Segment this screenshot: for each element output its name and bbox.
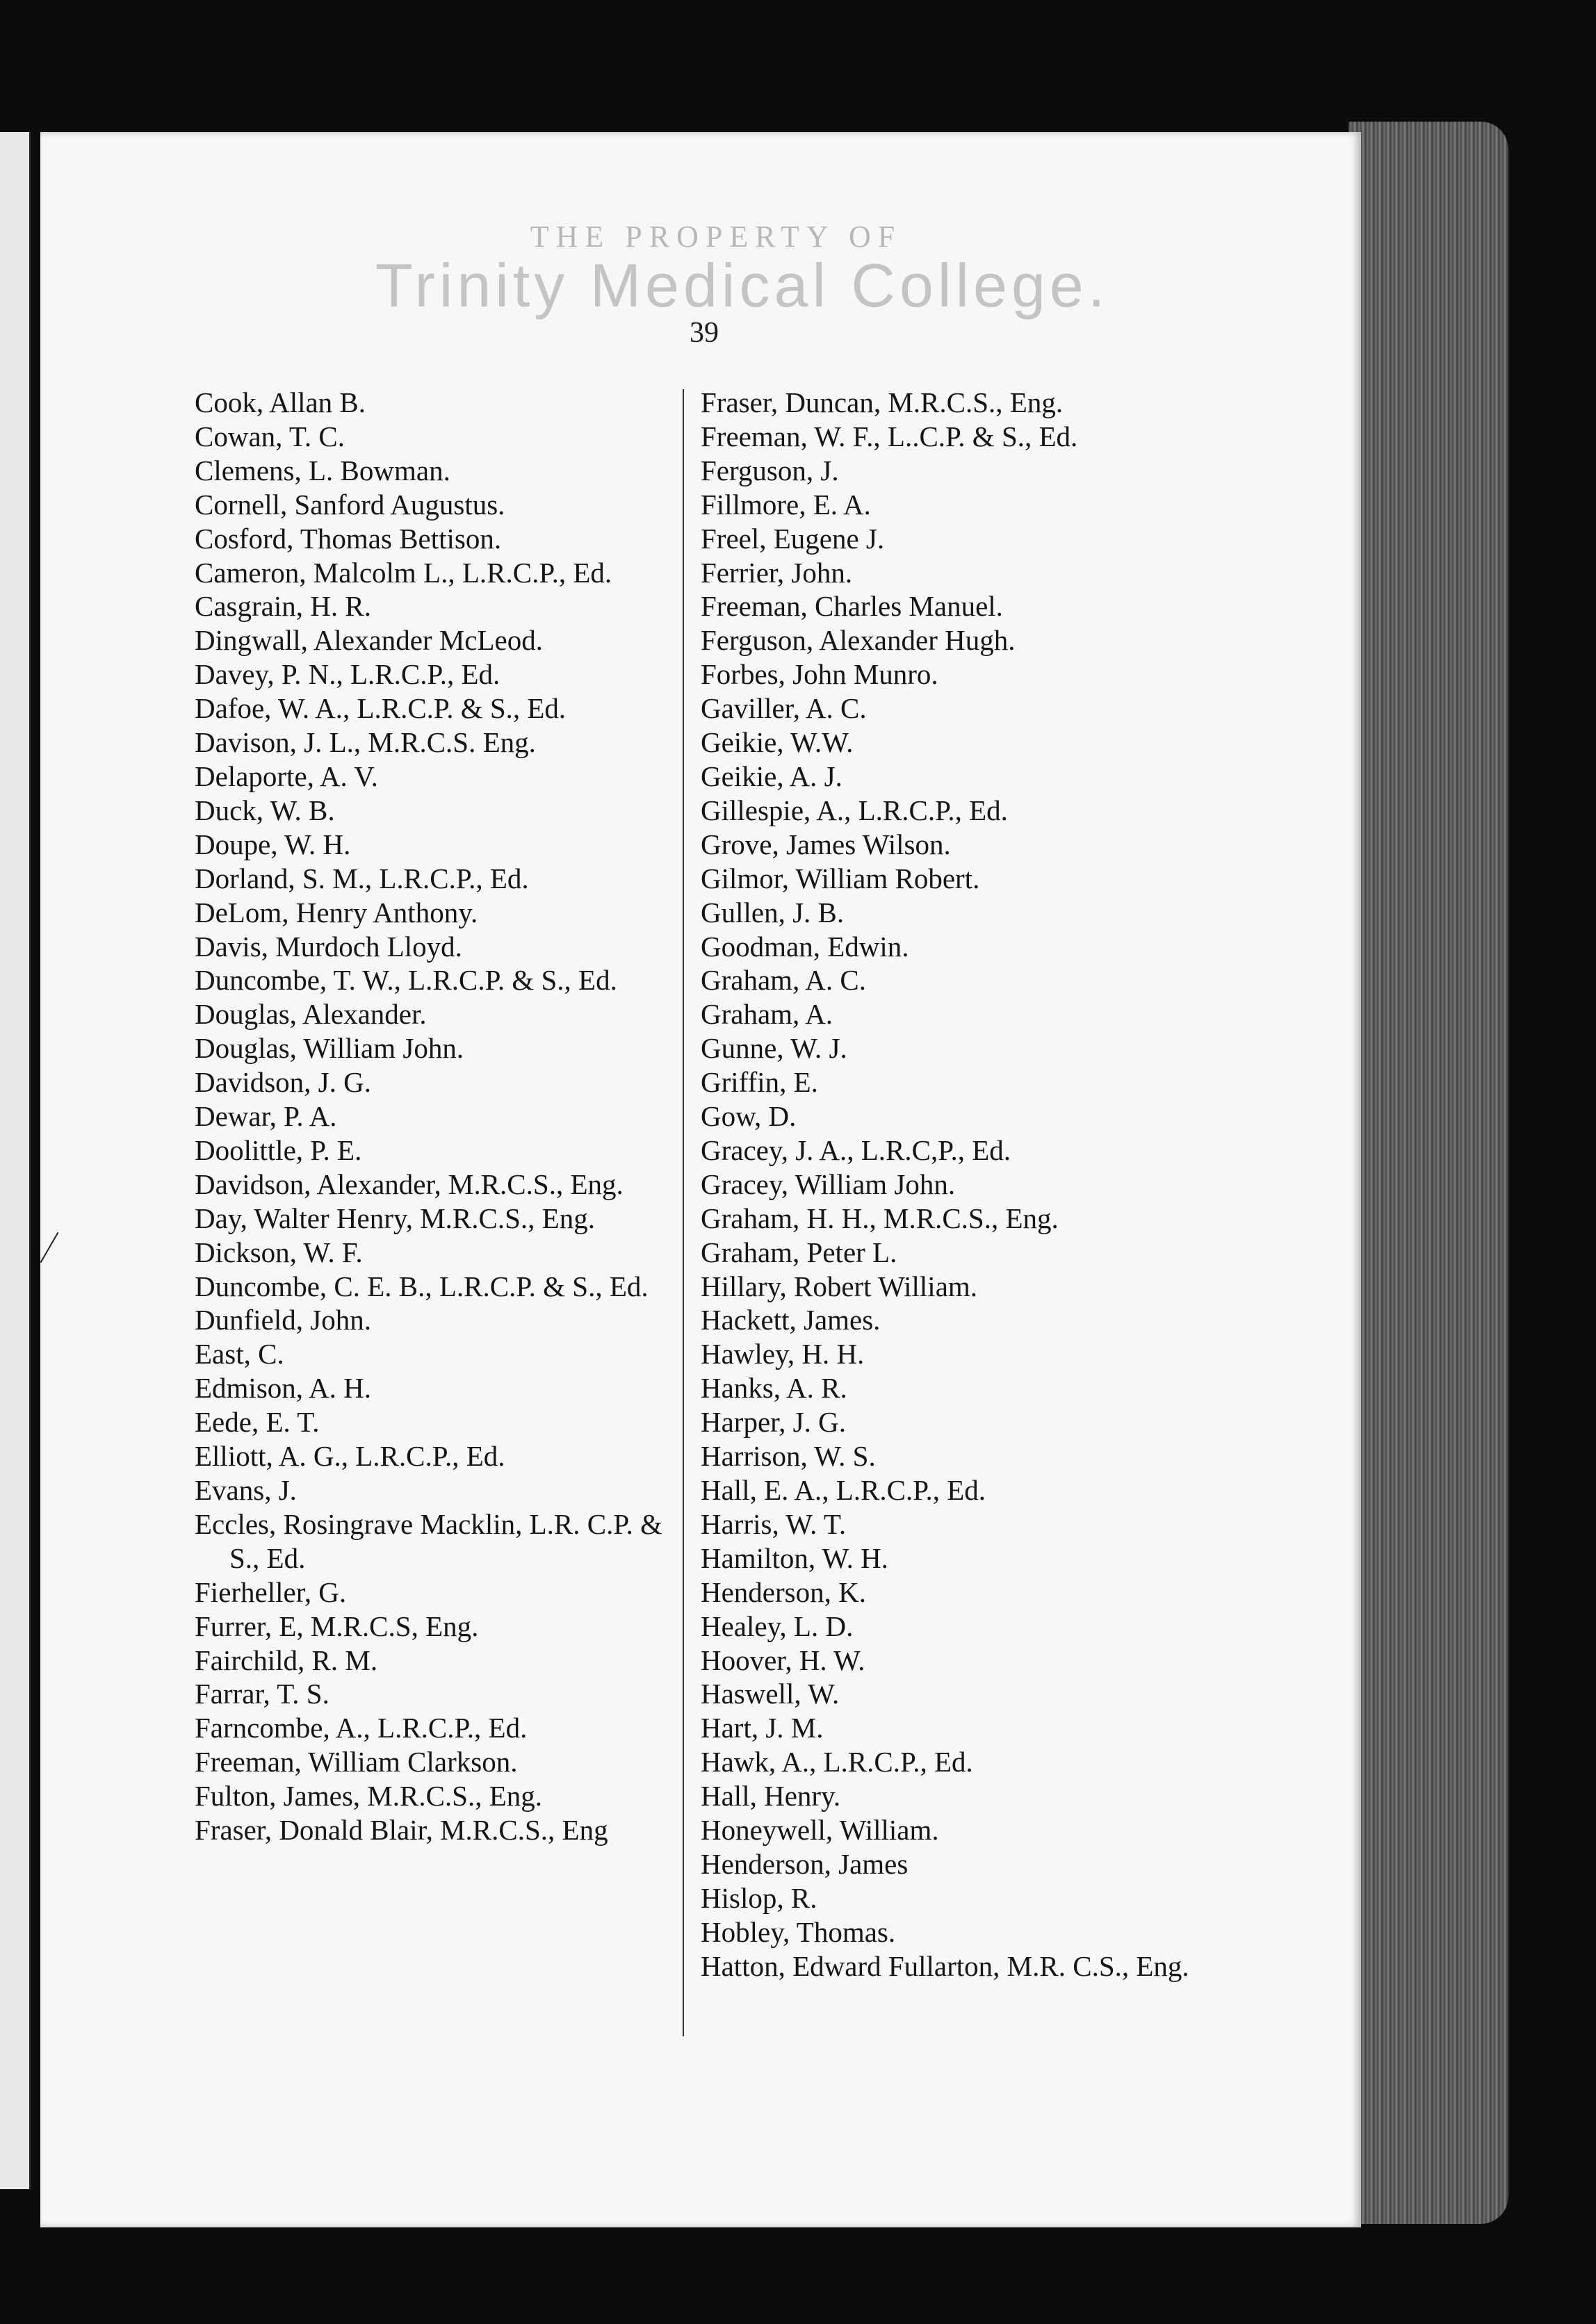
name-entry: Casgrain, H. R. — [195, 590, 371, 623]
name-entry: East, C. — [195, 1338, 284, 1370]
name-entry: Clemens, L. Bowman. — [195, 454, 450, 486]
name-entry: Farncombe, A., L.R.C.P., Ed. — [195, 1712, 528, 1744]
name-entry: Ferguson, Alexander Hugh. — [701, 624, 1016, 657]
name-entry: Farrar, T. S. — [195, 1678, 329, 1710]
name-entry: Hawk, A., L.R.C.P., Ed. — [701, 1746, 973, 1778]
name-entry: Gow, D. — [701, 1100, 797, 1133]
name-entry: Fulton, James, M.R.C.S., Eng. — [195, 1780, 543, 1812]
name-entry: Hoover, H. W. — [701, 1644, 865, 1676]
name-entry: Haswell, W. — [701, 1678, 840, 1710]
name-entry: Henderson, K. — [701, 1576, 866, 1608]
page-number: 39 — [690, 317, 719, 349]
name-entry: Freeman, W. F., L..C.P. & S., Ed. — [701, 420, 1078, 452]
name-entry: Ferguson, J. — [701, 454, 839, 486]
name-entry: Dafoe, W. A., L.R.C.P. & S., Ed. — [195, 692, 567, 725]
name-entry: Honeywell, William. — [701, 1814, 939, 1847]
name-entry: Freel, Eugene J. — [701, 522, 885, 555]
name-entry: Harrison, W. S. — [701, 1440, 876, 1473]
name-entry: Fraser, Duncan, M.R.C.S., Eng. — [701, 386, 1064, 418]
name-entry: Hall, E. A., L.R.C.P., Ed. — [701, 1474, 986, 1506]
name-entry: Duncombe, C. E. B., L.R.C.P. & S., Ed. — [195, 1270, 649, 1302]
name-entry: Gaviller, A. C. — [701, 692, 867, 725]
name-entry: Gunne, W. J. — [701, 1032, 847, 1065]
name-entry: Dorland, S. M., L.R.C.P., Ed. — [195, 862, 529, 894]
name-entry: Doolittle, P. E. — [195, 1134, 362, 1166]
name-entry: Dingwall, Alexander McLeod. — [195, 624, 543, 657]
name-entry: Hislop, R. — [701, 1881, 817, 1914]
name-entry: Dewar, P. A. — [195, 1100, 337, 1133]
name-entry: Freeman, Charles Manuel. — [701, 590, 1003, 623]
name-entry: Hanks, A. R. — [701, 1372, 847, 1405]
name-entry: Davey, P. N., L.R.C.P., Ed. — [195, 658, 500, 691]
name-entry: Davison, J. L., M.R.C.S. Eng. — [195, 726, 536, 759]
name-entry: Hall, Henry. — [701, 1780, 841, 1812]
name-entry: Cosford, Thomas Bettison. — [195, 522, 502, 555]
name-entry: Freeman, William Clarkson. — [195, 1746, 518, 1778]
name-entry: Hatton, Edward Fullarton, M.R. C.S., Eng. — [701, 1949, 1189, 1982]
left-name-column — [195, 386, 681, 1847]
name-entry: Fairchild, R. M. — [195, 1644, 378, 1676]
name-entry: Elliott, A. G., L.R.C.P., Ed. — [195, 1440, 505, 1473]
name-entry: Gracey, J. A., L.R.C,P., Ed. — [701, 1134, 1011, 1166]
name-entry: Forbes, John Munro. — [701, 658, 938, 691]
name-entry: Hobley, Thomas. — [701, 1915, 896, 1948]
name-entry: Hamilton, W. H. — [701, 1541, 888, 1574]
name-entry: Harper, J. G. — [701, 1406, 846, 1439]
name-entry: Douglas, William John. — [195, 1032, 464, 1065]
name-entry: Graham, H. H., M.R.C.S., Eng. — [701, 1202, 1059, 1234]
name-entry: Evans, J. — [195, 1474, 297, 1506]
name-entry: Geikie, W.W. — [701, 726, 854, 759]
right-name-column — [701, 386, 1201, 1983]
left-page-edge — [0, 132, 31, 2189]
name-entry: Cornell, Sanford Augustus. — [195, 488, 505, 521]
name-entry: Delaporte, A. V. — [195, 760, 378, 792]
name-entry: Dickson, W. F. — [195, 1236, 363, 1268]
name-entry: Duncombe, T. W., L.R.C.P. & S., Ed. — [195, 964, 617, 997]
name-entry: Davidson, J. G. — [195, 1066, 371, 1099]
column-divider — [683, 389, 684, 2036]
name-entry: Hart, J. M. — [701, 1712, 824, 1744]
name-entry: Ferrier, John. — [701, 556, 853, 589]
name-entry: Davis, Murdoch Lloyd. — [195, 930, 462, 963]
name-entry: Hackett, James. — [701, 1304, 881, 1336]
name-entry: Doupe, W. H. — [195, 828, 351, 860]
book-page-edges — [1349, 122, 1508, 2224]
name-entry: Griffin, E. — [701, 1066, 818, 1099]
name-entry: Hillary, Robert William. — [701, 1270, 978, 1302]
name-entry: Duck, W. B. — [195, 794, 335, 826]
name-entry: Grove, James Wilson. — [701, 828, 951, 860]
name-entry: Cowan, T. C. — [195, 420, 345, 452]
name-entry: DeLom, Henry Anthony. — [195, 896, 478, 928]
name-entry: Dunfield, John. — [195, 1304, 371, 1336]
name-entry: Geikie, A. J. — [701, 760, 842, 792]
name-entry: Graham, A. C. — [701, 964, 866, 997]
name-entry: Cook, Allan B. — [195, 386, 366, 418]
name-entry: Day, Walter Henry, M.R.C.S., Eng. — [195, 1202, 595, 1234]
ownership-stamp-line1: THE PROPERTY OF — [530, 220, 902, 254]
name-entry: Hawley, H. H. — [701, 1338, 865, 1370]
ownership-stamp-line2: Trinity Medical College. — [375, 251, 1109, 320]
name-entry: Henderson, James — [701, 1847, 909, 1880]
name-entry: Eede, E. T. — [195, 1406, 320, 1439]
name-entry: Gracey, William John. — [701, 1168, 956, 1200]
name-entry: Harris, W. T. — [701, 1507, 847, 1540]
name-entry: Furrer, E, M.R.C.S, Eng. — [195, 1610, 479, 1642]
name-entry: Eccles, Rosingrave Macklin, L.R. C.P. & S., Ed. — [195, 1507, 662, 1574]
name-entry: Fierheller, G. — [195, 1576, 347, 1608]
name-entry: Cameron, Malcolm L., L.R.C.P., Ed. — [195, 556, 612, 589]
name-entry: Edmison, A. H. — [195, 1372, 371, 1405]
name-entry: Fillmore, E. A. — [701, 488, 871, 521]
name-entry: Gullen, J. B. — [701, 896, 845, 928]
name-entry: Healey, L. D. — [701, 1610, 854, 1642]
name-entry: Gilmor, William Robert. — [701, 862, 980, 894]
name-entry: Fraser, Donald Blair, M.R.C.S., Eng — [195, 1814, 608, 1847]
name-entry: Graham, A. — [701, 998, 833, 1031]
name-entry: Graham, Peter L. — [701, 1236, 897, 1268]
name-entry: Douglas, Alexander. — [195, 998, 427, 1031]
name-entry: Gillespie, A., L.R.C.P., Ed. — [701, 794, 1008, 826]
name-entry: Goodman, Edwin. — [701, 930, 909, 963]
name-entry: Davidson, Alexander, M.R.C.S., Eng. — [195, 1168, 624, 1200]
